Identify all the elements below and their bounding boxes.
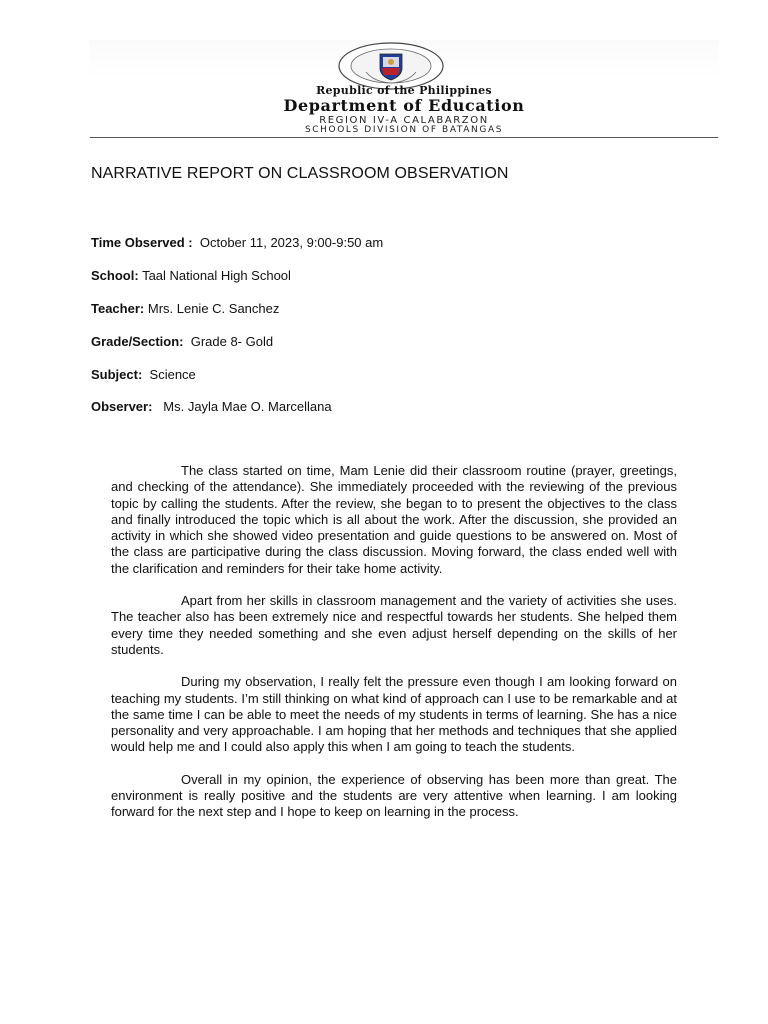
report-title: NARRATIVE REPORT ON CLASSROOM OBSERVATION [91, 165, 509, 182]
field-value: Taal National High School [142, 268, 291, 283]
field-label: Grade/Section: [91, 334, 184, 349]
region-heading: REGION IV-A CALABARZON [319, 115, 489, 126]
field-observer [91, 399, 332, 414]
paragraph: Overall in my opinion, the experience of observing has been more than great. The environment is really positive and the students are very attentive when learning. I am looking forward for the next step and I hope to keep on learning in the process. [111, 771, 677, 820]
field-label: Subject: [91, 367, 143, 382]
field-label: Observer: [91, 399, 153, 414]
paragraph: The class started on time, Mam Lenie did their classroom routine (prayer, greetings, and checking of the attendance). She immediately proceeded with the reviewing of the previous topic by calling the students. After the review, she began to to present the objectives to the class and finally introduced the topic which is all about the work. After the discussion, she provided an activity in which she showed video presentation and guide questions to be answered on. Most of the class are participative during the class discussion. Moving forward, the class ended well with the clarification and reminders for their take home activity. [111, 463, 677, 576]
deped-seal-icon [336, 42, 446, 90]
field-value: October 11, 2023, 9:00-9:50 am [199, 235, 384, 250]
field-school [91, 268, 291, 283]
division-heading: SCHOOLS DIVISION OF BATANGAS [304, 125, 504, 135]
field-teacher [91, 301, 279, 316]
field-value: Science [149, 367, 196, 382]
paragraph: Apart from her skills in classroom management and the variety of activities she uses. The teacher also has been extremely nice and respectful towards her students. She helped them every time they needed something and she even adjust herself depending on the skills of her students. [111, 593, 677, 657]
department-heading: Department of Education [283, 96, 525, 115]
letterhead [90, 40, 718, 138]
paragraph: During my observation, I really felt the pressure even though I am looking forward on teaching my students. I’m still thinking on what kind of approach can I use to be remarkable and at the same time I can be able to meet the needs of my students in terms of learning. She has a nice personality and very approachable. I am hoping that her methods and techniques that she applied would help me and I could also apply this when I am going to teach the students. [111, 674, 677, 755]
field-value: Mrs. Lenie C. Sanchez [147, 301, 280, 316]
field-value: Grade 8- Gold [190, 334, 274, 349]
field-label: Teacher: [91, 301, 145, 316]
field-value: Ms. Jayla Mae O. Marcellana [163, 399, 332, 414]
field-subject [91, 367, 196, 382]
field-label: School: [91, 268, 139, 283]
narrative-body [111, 463, 677, 821]
republic-heading: Republic of the Philippines [316, 84, 492, 97]
field-time-observed [91, 235, 383, 250]
field-grade-section [91, 334, 273, 349]
field-label: Time Observed : [91, 235, 193, 250]
